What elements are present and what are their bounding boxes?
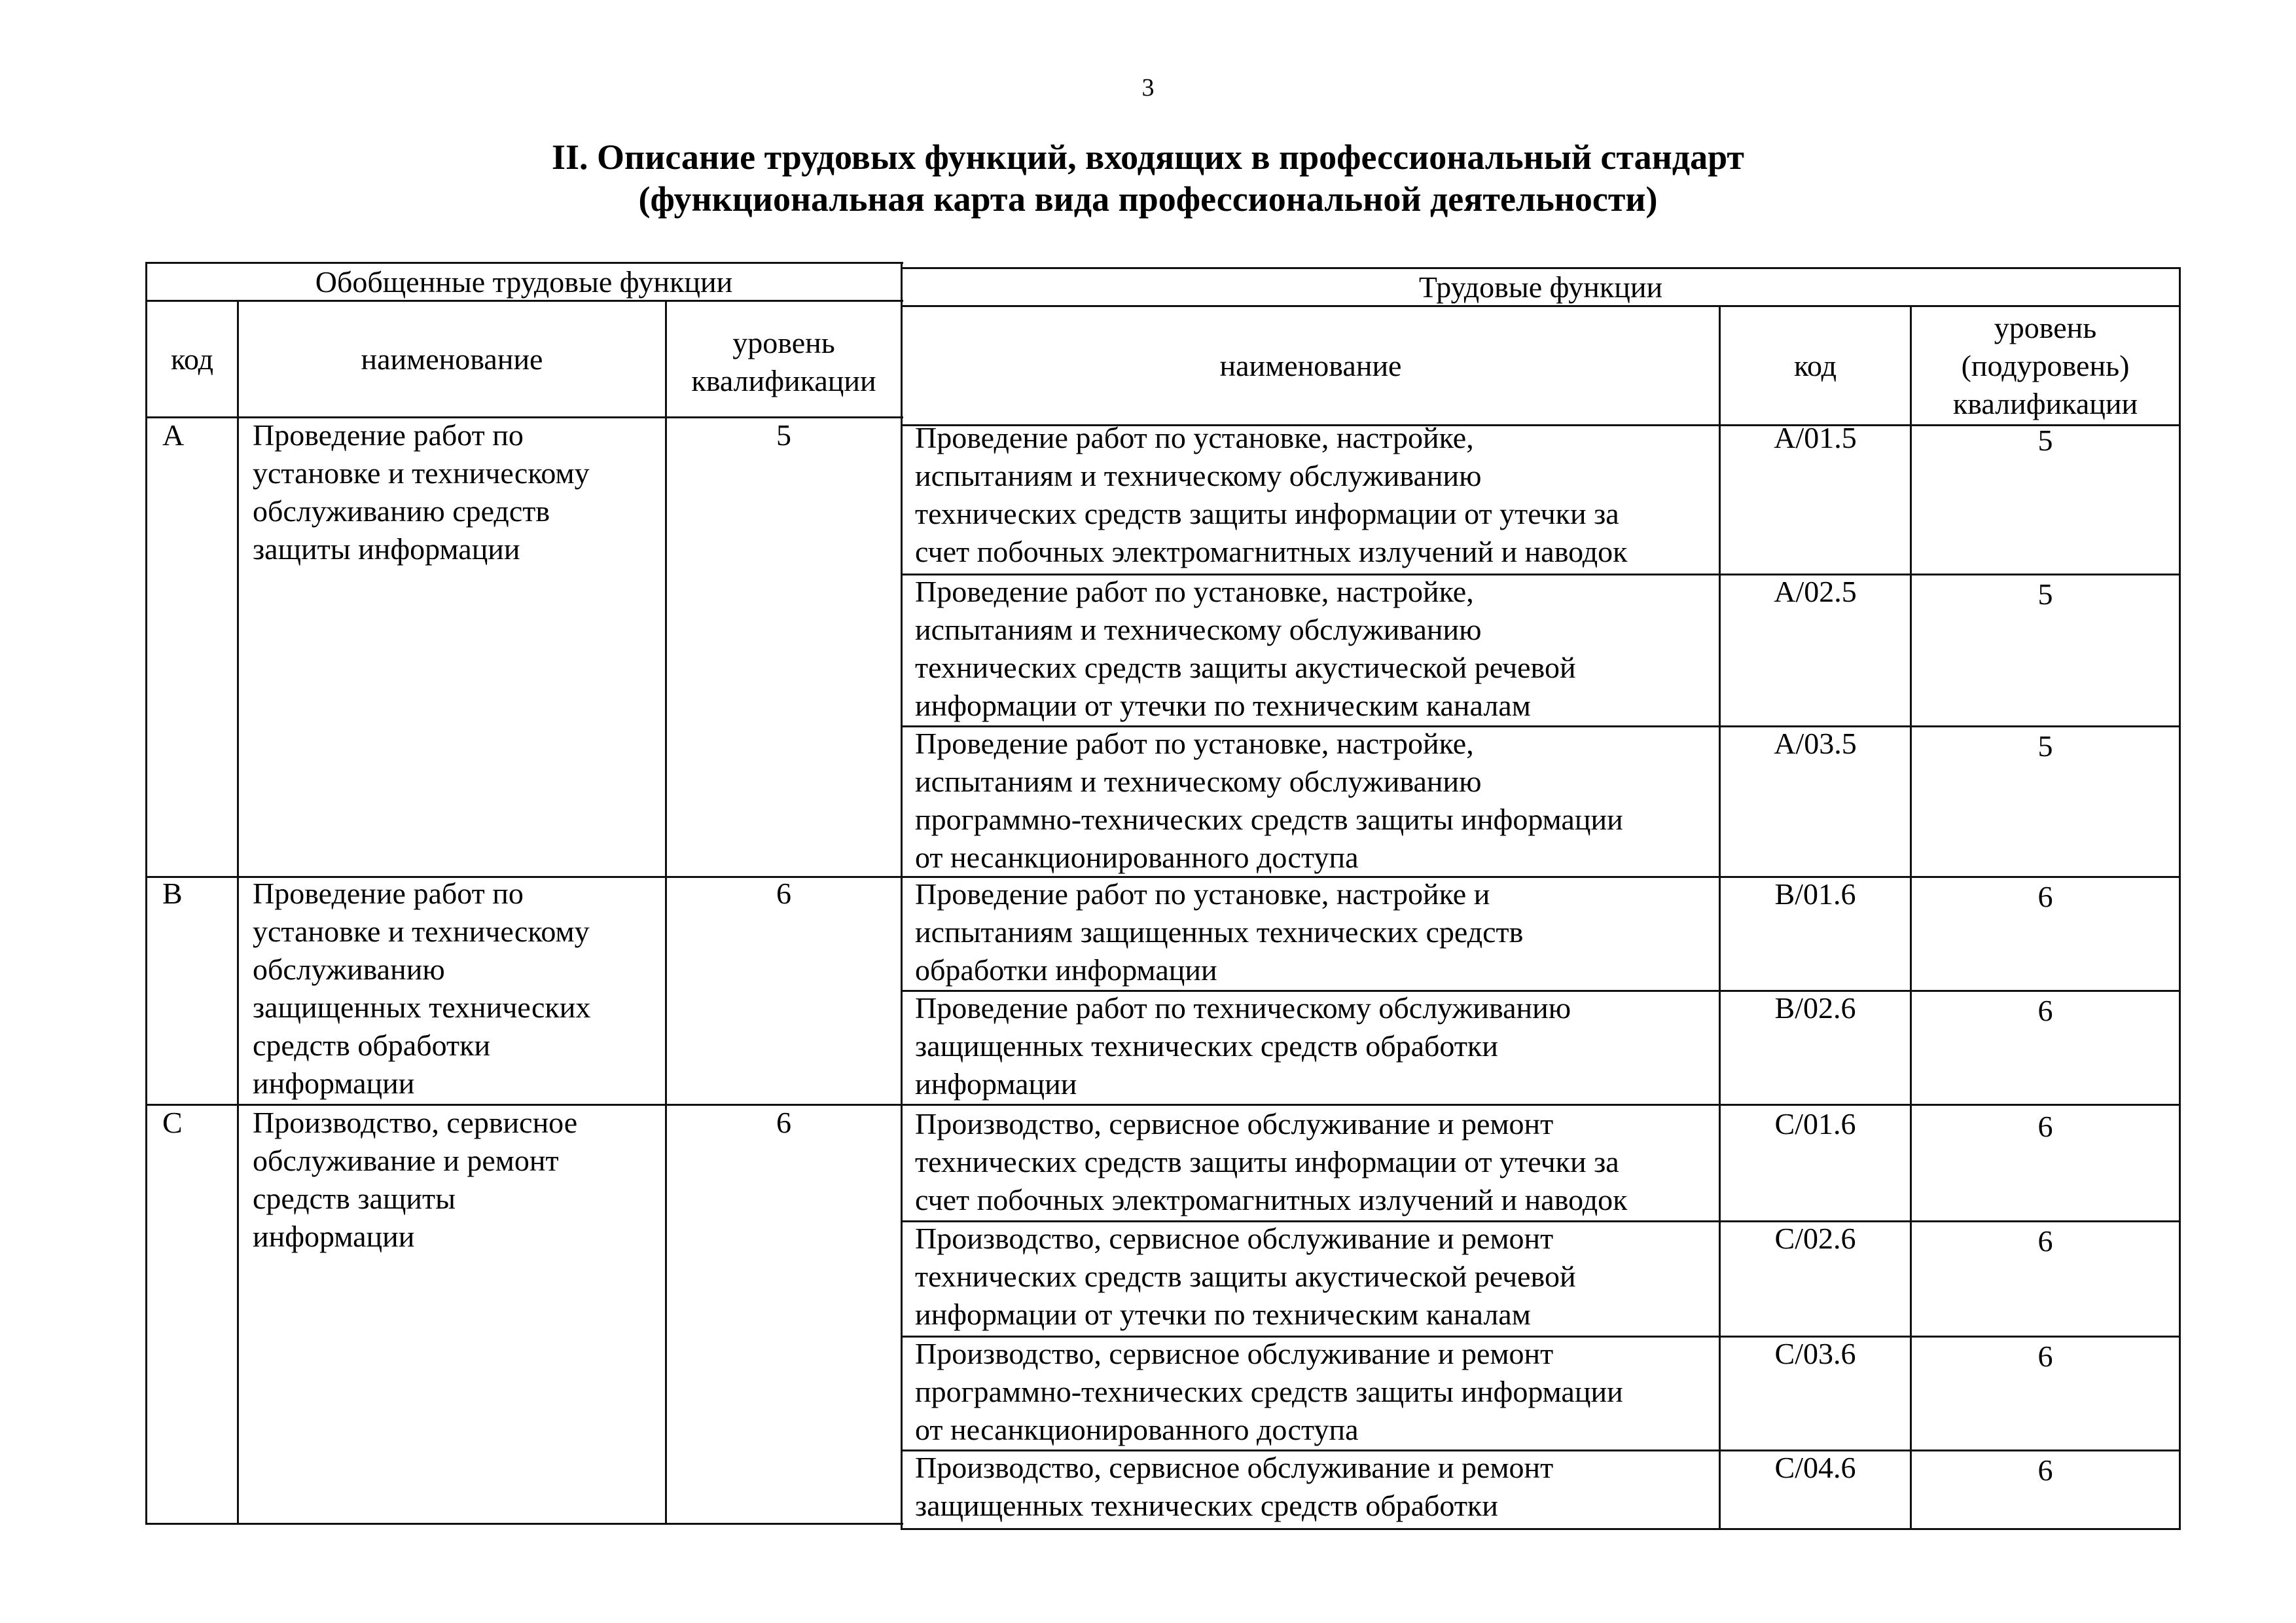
tf-c03-name: Производство, сервисное обслуживание и ремонт программно-технических средств защиты информации от несанкционированного доступа: [915, 1337, 1623, 1446]
divider-code-name: [237, 300, 239, 1525]
tf-a01-code: A/01.5: [1774, 421, 1857, 454]
col-header-level: уровень квалификации: [691, 326, 876, 397]
group-header-generalized: Обобщенные трудовые функции: [315, 264, 733, 299]
tf-b02-code: B/02.6: [1774, 991, 1856, 1025]
title-line-1: II. Описание трудовых функций, входящих в профессиональный стандарт: [552, 137, 1744, 177]
col-header-name: наименование: [361, 342, 543, 376]
tf-a03-level: 5: [2037, 729, 2053, 763]
gf-a-code: A: [162, 418, 185, 452]
gf-b-code: B: [162, 877, 183, 910]
tf-a02-name: Проведение работ по установке, настройке, испытаниям и техническому обслуживанию технических средств защиты акустической речевой информации от утечки по техническим каналам: [915, 575, 1576, 722]
tf-b01-code: B/01.6: [1774, 877, 1856, 911]
tf-c04-level: 6: [2037, 1453, 2053, 1487]
tf-a01-level: 5: [2037, 424, 2053, 457]
col-header-code: код: [170, 342, 214, 376]
tf-b02-level: 6: [2037, 994, 2053, 1027]
gf-b-level: 6: [776, 877, 791, 910]
tf-c01-code: C/01.6: [1774, 1107, 1856, 1140]
tf-c04-code: C/04.6: [1774, 1451, 1856, 1484]
tf-b02-name: Проведение работ по техническому обслуживанию защищенных технических средств обработки информации: [915, 991, 1571, 1101]
gf-c-level: 6: [776, 1106, 791, 1139]
col-header-tf-level: уровень (подуровень) квалификации: [1952, 310, 2138, 420]
group-header-functions: Трудовые функции: [1418, 270, 1663, 304]
tf-c03-code: C/03.6: [1774, 1337, 1856, 1370]
tf-a01-name: Проведение работ по установке, настройке, испытаниям и техническому обслуживанию технических средств защиты информации от утечки за счет побочных электромагнитных излучений и наводок: [915, 421, 1628, 568]
table-border-bottom-right: [902, 1528, 2181, 1530]
tf-c02-level: 6: [2037, 1224, 2053, 1258]
gf-c-code: C: [162, 1106, 183, 1139]
tf-a03-name: Проведение работ по установке, настройке, испытаниям и техническому обслуживанию программно-технических средств защиты информации от несанкционированного доступа: [915, 727, 1623, 874]
divider-left-right: [901, 262, 903, 1530]
tf-b01-level: 6: [2037, 880, 2053, 913]
col-header-tf-code: код: [1793, 348, 1837, 382]
gf-c-name: Производство, сервисное обслуживание и ремонт средств защиты информации: [253, 1106, 578, 1253]
gf-b-name: Проведение работ по установке и техническому обслуживанию защищенных технических средств обработки информации: [253, 877, 591, 1100]
tf-a02-level: 5: [2037, 577, 2053, 611]
tf-a03-code: A/03.5: [1774, 727, 1857, 760]
border-right: [2179, 267, 2181, 1530]
tf-a02-code: A/02.5: [1774, 575, 1857, 608]
title-line-2: (функциональная карта вида профессиональной деятельности): [638, 179, 1658, 219]
col-header-tf-name: наименование: [1219, 348, 1402, 382]
page-number: 3: [1141, 74, 1155, 101]
tf-c01-level: 6: [2037, 1110, 2053, 1143]
tf-c02-code: C/02.6: [1774, 1222, 1856, 1255]
border-left: [145, 262, 147, 1525]
table-border-bottom-left: [145, 1523, 903, 1525]
tf-c04-name: Производство, сервисное обслуживание и ремонт защищенных технических средств обработки: [915, 1451, 1554, 1522]
tf-c02-name: Производство, сервисное обслуживание и ремонт технических средств защиты акустической речевой информации от утечки по техническим каналам: [915, 1222, 1576, 1331]
tf-c01-name: Производство, сервисное обслуживание и ремонт технических средств защиты информации от утечки за счет побочных электромагнитных излучений и наводок: [915, 1107, 1628, 1216]
gf-a-level: 5: [776, 418, 791, 452]
tf-c03-level: 6: [2037, 1340, 2053, 1373]
gf-a-name: Проведение работ по установке и техническому обслуживанию средств защиты информации: [253, 418, 590, 566]
tf-b01-name: Проведение работ по установке, настройке и испытаниям защищенных технических средств обработки информации: [915, 877, 1524, 987]
